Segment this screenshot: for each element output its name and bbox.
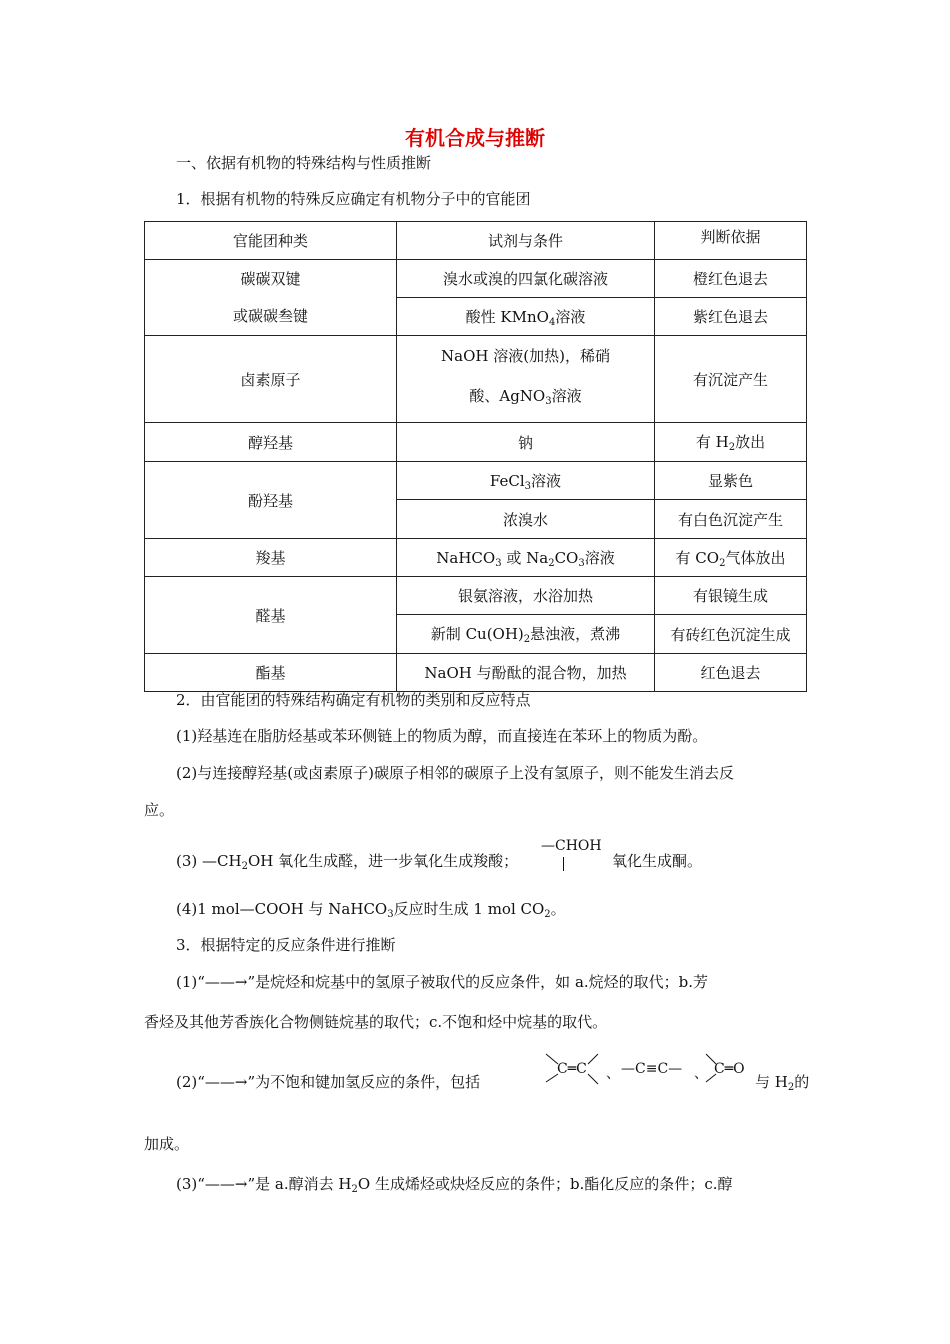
subscript: 2	[351, 1184, 358, 1195]
reagent-text: 悬浊液，煮沸	[530, 625, 621, 643]
reagent-text: 溶液	[584, 548, 615, 567]
paragraph	[755, 1072, 809, 1098]
reagent-cell	[397, 462, 655, 500]
text: (4)1 mol—COOH 与 NaHCO	[176, 900, 388, 918]
text: ”是 a.醇消去 H	[247, 1175, 352, 1193]
subscript: 2	[241, 861, 248, 872]
group-cell	[145, 260, 397, 336]
subscript: 2	[719, 557, 726, 569]
text: 与 H	[755, 1073, 788, 1091]
reagent-cell: 钠	[397, 423, 655, 462]
group-cell: 卤素原子	[145, 336, 397, 423]
reagent-cell: 浓溴水	[397, 500, 655, 539]
text: ”为不饱和键加氢反应的条件，包括	[247, 1073, 481, 1091]
reagent-cell: 银氨溶液，水浴加热	[397, 577, 655, 615]
reagent-text: NaHCO	[436, 548, 496, 567]
paragraph: 加成。	[144, 1135, 190, 1153]
section-heading-1: 一、依据有机物的特殊结构与性质推断	[176, 154, 432, 172]
table-header-row	[145, 222, 807, 260]
text: 。	[550, 900, 566, 918]
double-bond-structure: C═C	[557, 1061, 587, 1077]
subscript: 2	[728, 442, 736, 453]
carbonyl-structure: C═O	[714, 1061, 745, 1077]
subscript: 2	[787, 1082, 795, 1093]
table-row	[145, 423, 807, 462]
reagent-text: 溶液	[551, 387, 582, 405]
header-cell: 试剂与条件	[397, 222, 655, 260]
reagent-cell: 溴水或溴的四氯化碳溶液	[397, 260, 655, 298]
paragraph: 香烃及其他芳香族化合物侧链烷基的取代；c.不饱和烃中烷基的取代。	[144, 1013, 608, 1031]
structure-label: —CHOH	[541, 838, 602, 854]
paragraph	[176, 1072, 480, 1092]
subscript: 3	[524, 480, 532, 492]
group-cell: 酚羟基	[145, 462, 397, 539]
paragraph	[176, 972, 708, 992]
subscript: 2	[544, 909, 551, 920]
text: (1)“	[176, 973, 205, 991]
group-cell: 酯基	[145, 654, 397, 692]
reagent-text: 酸、AgNO	[469, 387, 546, 405]
text: OH 氧化生成醛，进一步氧化生成羧酸；	[247, 852, 519, 870]
paragraph	[176, 1174, 732, 1200]
text: (3) —CH	[176, 852, 242, 870]
subscript: 3	[545, 396, 552, 407]
text: (2)“	[176, 1073, 205, 1091]
evidence-cell: 红色退去	[655, 654, 807, 692]
reagent-text: FeCl	[489, 471, 525, 490]
reagent-text: 溶液	[555, 307, 586, 326]
paragraph: 应。	[144, 801, 175, 819]
subheading-1: 1．根据有机物的特殊反应确定有机物分子中的官能团	[176, 190, 531, 208]
evidence-cell	[655, 539, 807, 577]
subheading-3: 3．根据特定的反应条件进行推断	[176, 936, 396, 954]
evidence-cell: 显紫色	[655, 462, 807, 500]
reagent-text: 溶液	[531, 471, 562, 490]
evidence-text: 有 CO	[675, 548, 720, 567]
reagent-cell	[397, 539, 655, 577]
triple-bond-structure: —C≡C—	[621, 1061, 683, 1077]
group-cell: 醇羟基	[145, 423, 397, 462]
table-row	[145, 336, 807, 423]
reagent-cell	[397, 298, 655, 336]
table-row	[145, 539, 807, 577]
bond-line	[588, 1054, 598, 1064]
table-row	[145, 462, 807, 500]
reagent-text: 或 Na	[501, 548, 549, 567]
reaction-arrow: ——→	[204, 973, 248, 991]
evidence-cell: 有白色沉淀产生	[655, 500, 807, 539]
paragraph	[176, 851, 518, 877]
paragraph: 氧化生成酮。	[612, 852, 703, 870]
subscript: 3	[387, 909, 394, 920]
paragraph: (1)羟基连在脂肪烃基或苯环侧链上的物质为醇，而直接连在苯环上的物质为酚。	[176, 727, 708, 745]
reaction-arrow: ——→	[204, 1073, 248, 1091]
functional-group-table	[144, 221, 807, 692]
bond-line	[563, 857, 564, 871]
header-cell: 判断依据	[655, 222, 807, 260]
group-cell: 羧基	[145, 539, 397, 577]
reagent-text: CO	[554, 548, 579, 567]
bond-line	[588, 1074, 598, 1084]
table-row	[145, 654, 807, 692]
text: 的	[794, 1073, 810, 1091]
evidence-cell: 有银镜生成	[655, 577, 807, 615]
evidence-text: 气体放出	[725, 548, 786, 567]
subscript: 2	[523, 634, 531, 645]
subscript: 4	[548, 316, 556, 328]
reagent-text: 酸性 KMnO	[465, 307, 549, 326]
reagent-text: 新制 Cu(OH)	[430, 625, 524, 643]
evidence-text: 放出	[735, 433, 766, 451]
text: ”是烷烃和烷基中的氢原子被取代的反应条件，如 a.烷烃的取代；b.芳	[247, 973, 709, 991]
group-cell: 醛基	[145, 577, 397, 654]
evidence-cell: 有砖红色沉淀生成	[655, 615, 807, 654]
reagent-cell: NaOH 与酚酞的混合物，加热	[397, 654, 655, 692]
reagent-cell	[397, 615, 655, 654]
page-title: 有机合成与推断	[405, 126, 545, 150]
text: 反应时生成 1 mol CO	[393, 900, 545, 918]
table-row	[145, 577, 807, 615]
reagent-cell	[397, 336, 655, 423]
table-row	[145, 260, 807, 298]
subscript: 3	[495, 557, 502, 569]
text: O 生成烯烃或炔烃反应的条件；b.酯化反应的条件；c.醇	[357, 1175, 733, 1193]
header-cell: 官能团种类	[145, 222, 397, 260]
subscript: 3	[578, 557, 585, 569]
group-name: 或碳碳叁键	[232, 306, 308, 325]
group-name: 碳碳双键	[240, 269, 301, 288]
evidence-cell: 橙红色退去	[655, 260, 807, 298]
reagent-text: NaOH 溶液(加热)，稀硝	[441, 347, 610, 365]
subheading-2: 2．由官能团的特殊结构确定有机物的类别和反应特点	[176, 691, 531, 709]
subscript: 2	[548, 557, 555, 569]
separator: 、	[694, 1066, 708, 1082]
evidence-cell: 紫红色退去	[655, 298, 807, 336]
reagent-text	[401, 376, 650, 422]
text: (3)“	[176, 1175, 205, 1193]
paragraph: (2)与连接醇羟基(或卤素原子)碳原子相邻的碳原子上没有氢原子，则不能发生消去反	[176, 764, 734, 782]
reaction-arrow: ——→	[204, 1175, 248, 1193]
evidence-cell	[655, 423, 807, 462]
evidence-text: 有 H	[695, 433, 729, 451]
separator: 、	[606, 1066, 620, 1082]
secondary-alcohol-structure	[541, 838, 602, 854]
evidence-cell: 有沉淀产生	[655, 336, 807, 423]
paragraph	[176, 899, 566, 925]
